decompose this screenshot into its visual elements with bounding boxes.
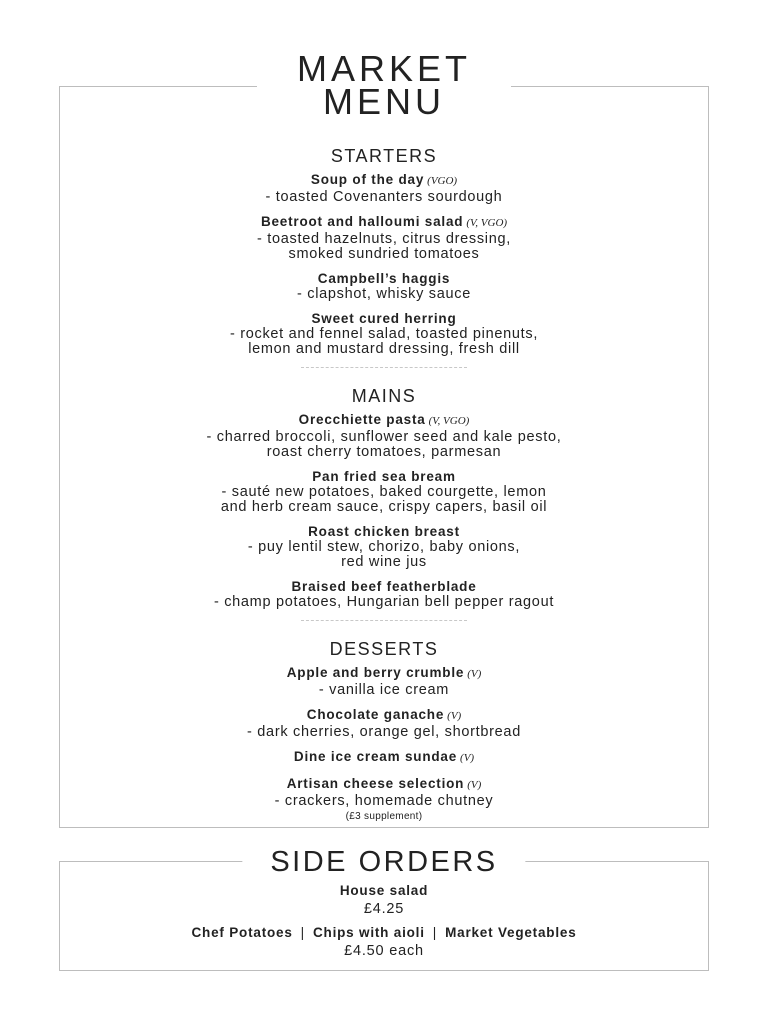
- menu-item-heading: [60, 748, 708, 767]
- menu-item-description: and herb cream sauce, crispy capers, basil oil: [220, 499, 548, 515]
- menu-item-description: roast cherry tomatoes, parmesan: [266, 444, 502, 460]
- menu-title: MARKET MENU: [257, 52, 511, 118]
- menu-item: [60, 775, 708, 822]
- menu-item-heading: [60, 310, 708, 327]
- side-options: [60, 924, 708, 960]
- separator: |: [432, 925, 438, 940]
- house-salad-name: House salad: [339, 883, 429, 898]
- menu-item: [60, 310, 708, 357]
- menu-item-heading: [60, 775, 708, 794]
- menu-sections: [60, 146, 708, 830]
- dietary-tag: (V, VGO): [466, 217, 508, 229]
- side-option: Chef Potatoes: [191, 925, 293, 940]
- menu-item-description: - toasted Covenanters sourdough: [265, 189, 503, 205]
- menu-item-description: - champ potatoes, Hungarian bell pepper ragout: [213, 594, 555, 610]
- dietary-tag: (V): [447, 710, 462, 722]
- menu-item: [60, 270, 708, 302]
- menu-item: [60, 748, 708, 767]
- menu-item-name: Dine ice cream sundae: [293, 749, 458, 764]
- side-orders-content: [60, 882, 708, 966]
- menu-item-description: - dark cherries, orange gel, shortbread: [247, 724, 521, 740]
- menu-item: [60, 706, 708, 740]
- supplement-note: (£3 supplement): [345, 811, 423, 822]
- dietary-tag: (V): [467, 668, 482, 680]
- side-options-list: [60, 924, 708, 942]
- separator: |: [300, 925, 305, 940]
- menu-item-name: Soup of the day: [310, 172, 425, 187]
- house-salad: [60, 882, 708, 918]
- side-orders-title: SIDE ORDERS: [242, 846, 525, 878]
- menu-item-name: Chocolate ganache: [306, 707, 445, 722]
- menu-item-name: Artisan cheese selection: [286, 776, 465, 791]
- menu-item-name: Roast chicken breast: [308, 524, 460, 539]
- menu-item-heading: [60, 411, 708, 430]
- menu-item-description: red wine jus: [341, 554, 427, 570]
- menu-item-description: - rocket and fennel salad, toasted pinenuts,: [229, 326, 539, 342]
- house-salad-price: £4.25: [363, 901, 405, 917]
- menu-item: [60, 411, 708, 460]
- menu-item-description: - sauté new potatoes, baked courgette, lemon: [221, 484, 547, 500]
- menu-item-description: smoked sundried tomatoes: [288, 246, 480, 262]
- dietary-tag: (VGO): [427, 175, 458, 187]
- section-divider: [301, 620, 467, 621]
- menu-item-heading: [60, 468, 708, 485]
- side-option: Market Vegetables: [445, 925, 577, 940]
- dietary-tag: (V): [467, 779, 482, 791]
- side-options-price: £4.50 each: [344, 943, 424, 959]
- menu-item-description: - crackers, homemade chutney: [274, 793, 494, 809]
- menu-item-name: Sweet cured herring: [311, 311, 457, 326]
- menu-item-heading: [60, 578, 708, 595]
- side-option: Chips with aioli: [312, 925, 425, 940]
- menu-item-description: - clapshot, whisky sauce: [297, 286, 471, 302]
- menu-item-description: - vanilla ice cream: [318, 682, 450, 698]
- menu-item-description: - puy lentil stew, chorizo, baby onions,: [247, 539, 521, 555]
- menu-item-name: Pan fried sea bream: [312, 469, 456, 484]
- menu-item-name: Apple and berry crumble: [286, 665, 465, 680]
- menu-item-heading: [60, 270, 708, 287]
- menu-item-name: Beetroot and halloumi salad: [260, 214, 464, 229]
- section-heading: STARTERS: [330, 146, 438, 166]
- dietary-tag: (V): [460, 752, 475, 764]
- menu-item-name: Orecchiette pasta: [298, 412, 426, 427]
- menu-item-heading: [60, 523, 708, 540]
- menu-item: [60, 468, 708, 515]
- menu-item-heading: [60, 664, 708, 683]
- menu-item: [60, 523, 708, 570]
- section-heading: MAINS: [351, 386, 417, 406]
- menu-item-name: Campbell’s haggis: [317, 271, 451, 286]
- menu-item-heading: [60, 706, 708, 725]
- menu-item-name: Braised beef featherblade: [291, 579, 477, 594]
- menu-item-description: - charred broccoli, sunflower seed and kale pesto,: [206, 429, 562, 445]
- dietary-tag: (V, VGO): [428, 415, 470, 427]
- section-heading: DESSERTS: [329, 639, 439, 659]
- menu-item: [60, 171, 708, 205]
- menu-item-heading: [60, 171, 708, 190]
- menu-item-heading: [60, 213, 708, 232]
- menu-item-description: - toasted hazelnuts, citrus dressing,: [257, 231, 511, 247]
- menu-item: [60, 578, 708, 610]
- section-divider: [301, 367, 467, 368]
- menu-item: [60, 664, 708, 698]
- menu-item-description: lemon and mustard dressing, fresh dill: [248, 341, 520, 357]
- menu-item: [60, 213, 708, 262]
